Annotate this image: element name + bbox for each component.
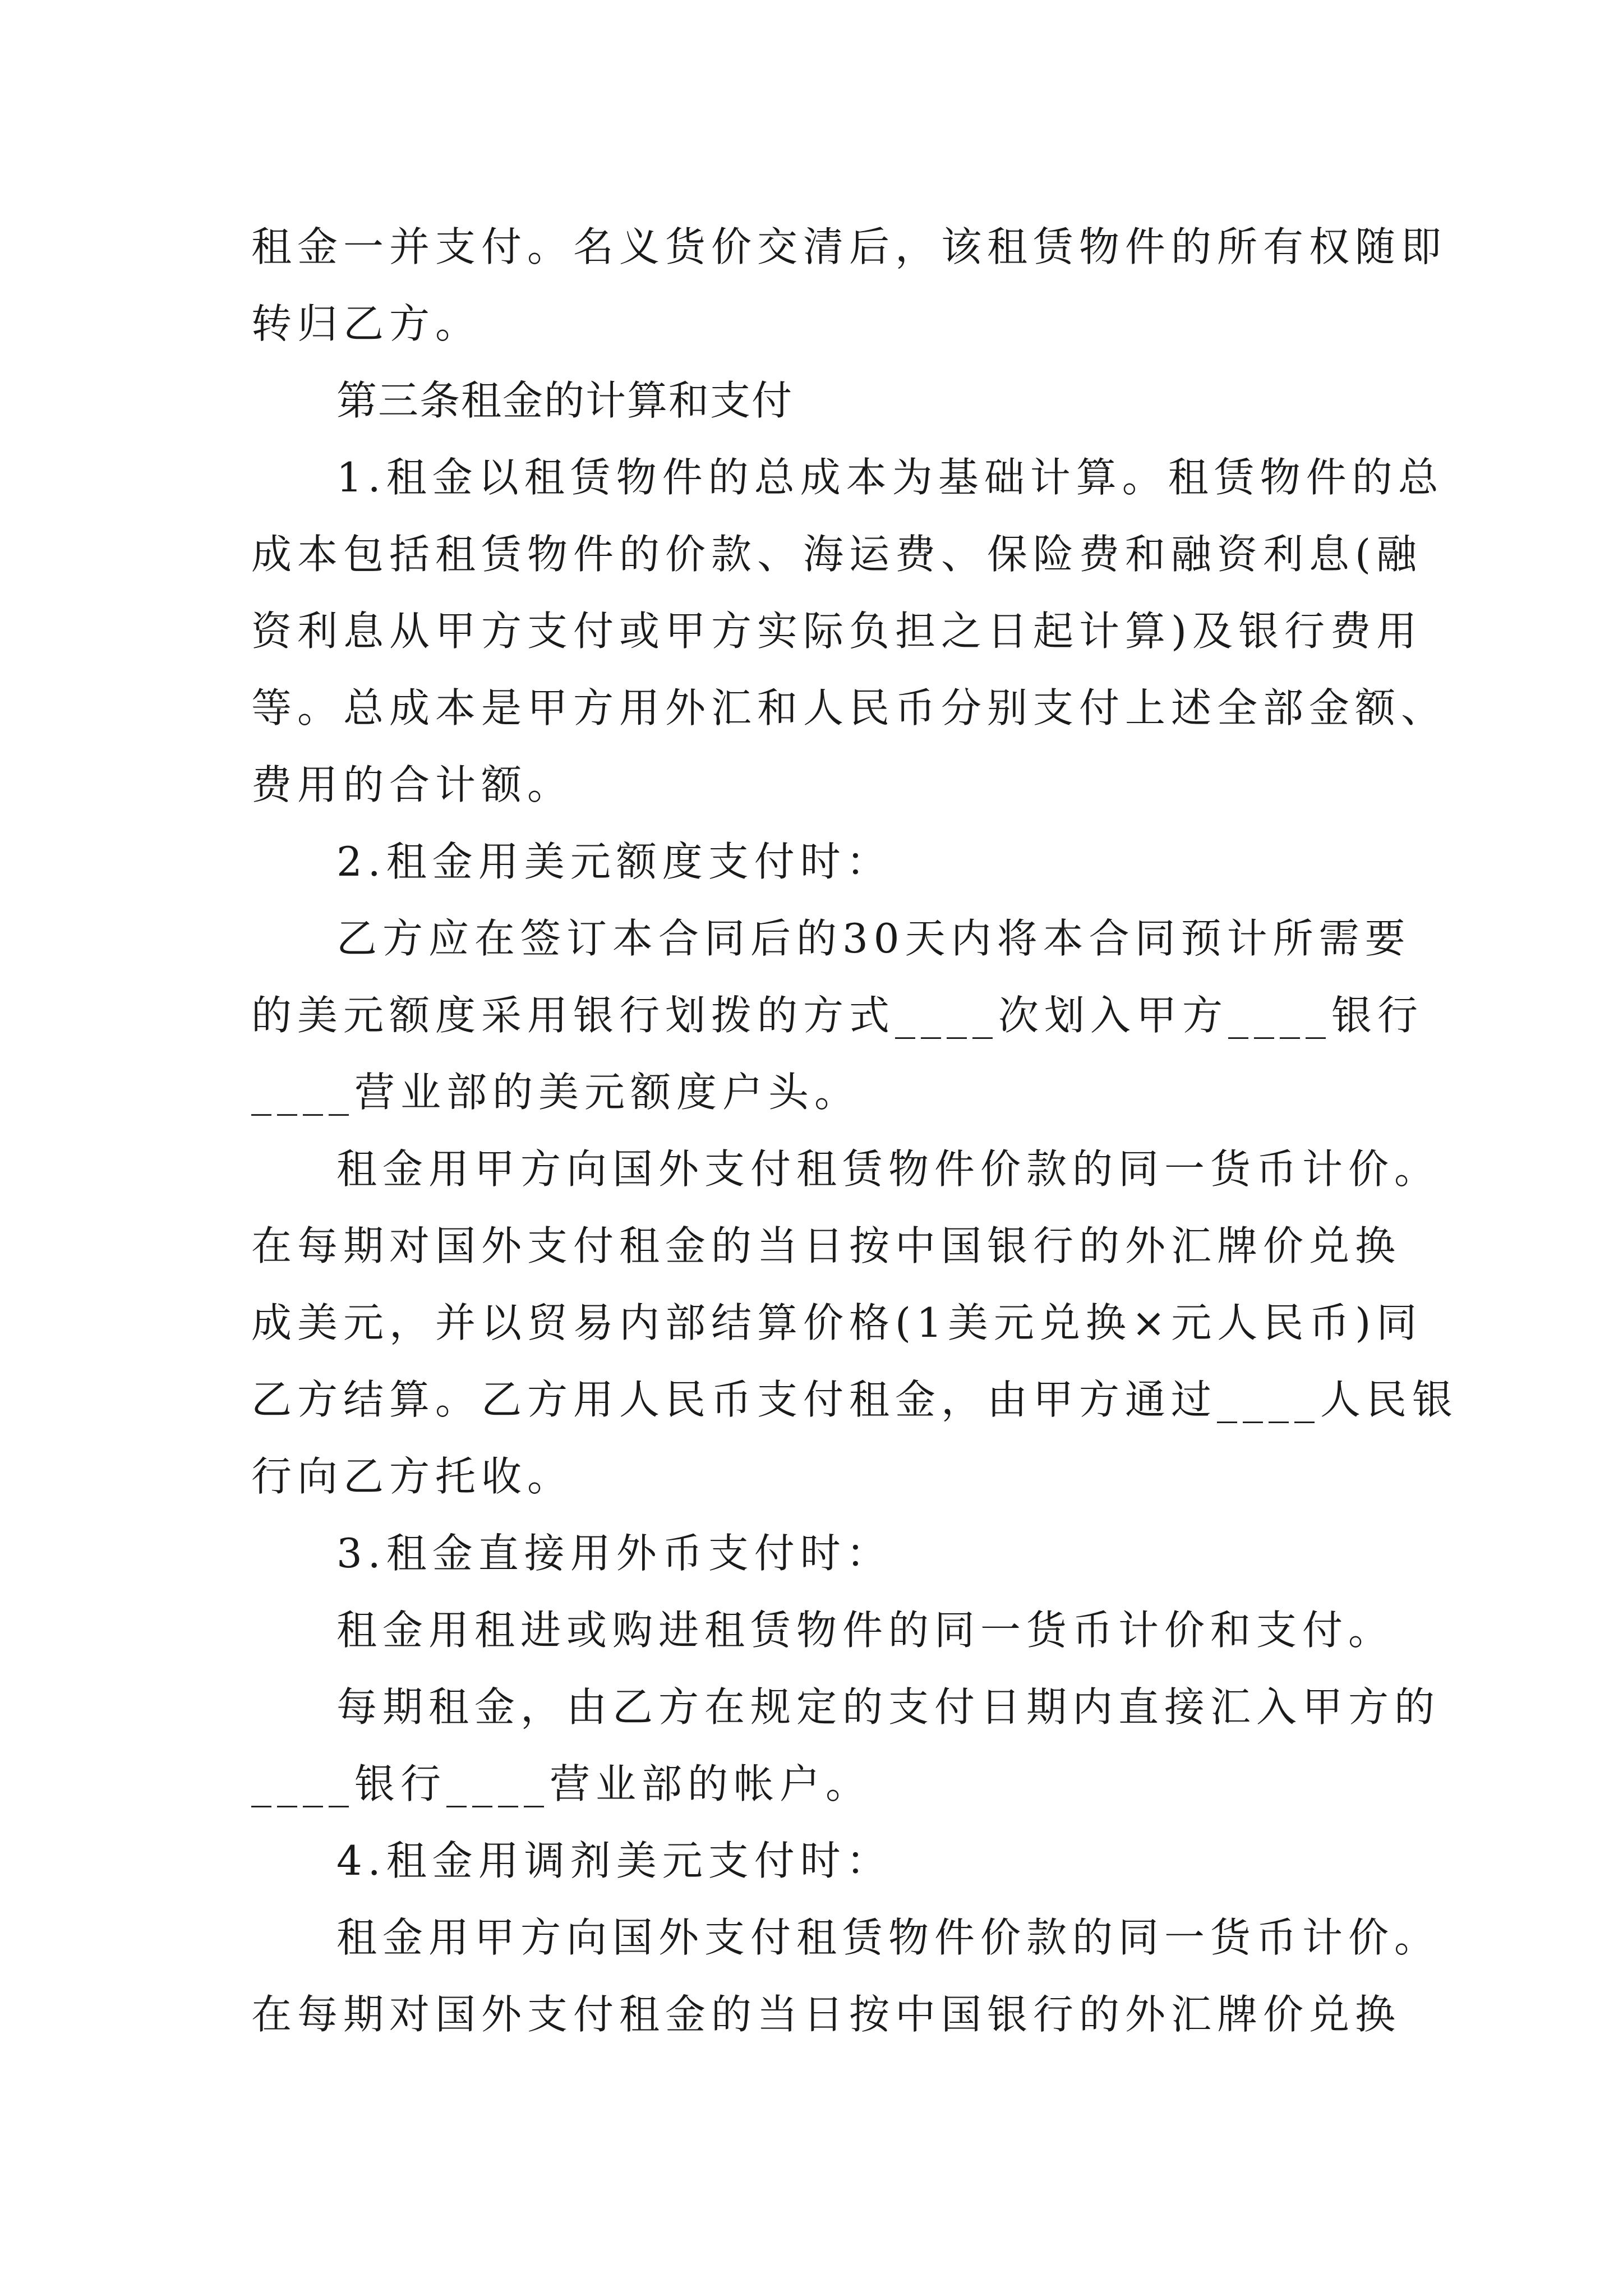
text-line: ____银行____营业部的帐户。 <box>251 1760 872 1807</box>
text-line: 的美元额度采用银行划拨的方式____次划入甲方____银行 <box>251 992 1424 1039</box>
text-line: 租金用租进或购进租赁物件的同一货币计价和支付。 <box>336 1607 1395 1654</box>
text-line: 租金用甲方向国外支付租赁物件价款的同一货币计价。 <box>336 1145 1441 1193</box>
text-line: 成美元，并以贸易内部结算价格(1美元兑换×元人民币)同 <box>251 1299 1423 1346</box>
text-line: 行向乙方托收。 <box>251 1453 574 1500</box>
text-line: 成本包括租赁物件的价款、海运费、保险费和融资利息(融 <box>251 531 1423 578</box>
text-line: 等。总成本是甲方用外汇和人民币分别支付上述全部金额、 <box>251 684 1447 731</box>
section-heading: 第三条租金的计算和支付 <box>336 377 794 424</box>
text-line: 资利息从甲方支付或甲方实际负担之日起计算)及银行费用 <box>251 608 1423 655</box>
text-line: 乙方应在签订本合同后的30天内将本合同预计所需要 <box>336 915 1411 962</box>
text-line: 转归乙方。 <box>251 300 482 347</box>
text-line: 在每期对国外支付租金的当日按中国银行的外汇牌价兑换 <box>251 1991 1401 2038</box>
document-body <box>251 209 1459 2053</box>
text-line: ____营业部的美元额度户头。 <box>251 1069 861 1116</box>
text-line: 乙方结算。乙方用人民币支付租金，由甲方通过____人民银 <box>251 1376 1459 1423</box>
text-line: 每期租金，由乙方在规定的支付日期内直接汇入甲方的 <box>336 1683 1441 1731</box>
text-line: 2.租金用美元额度支付时： <box>336 838 892 885</box>
text-line: 在每期对国外支付租金的当日按中国银行的外汇牌价兑换 <box>251 1222 1401 1269</box>
text-line: 1.租金以租赁物件的总成本为基础计算。租赁物件的总 <box>336 454 1444 501</box>
text-line: 租金一并支付。名义货价交清后，该租赁物件的所有权随即 <box>251 223 1447 270</box>
text-line: 费用的合计额。 <box>251 761 574 808</box>
text-line: 4.租金用调剂美元支付时： <box>336 1837 892 1884</box>
text-line: 租金用甲方向国外支付租赁物件价款的同一货币计价。 <box>336 1914 1441 1961</box>
text-line: 3.租金直接用外币支付时： <box>336 1530 892 1577</box>
